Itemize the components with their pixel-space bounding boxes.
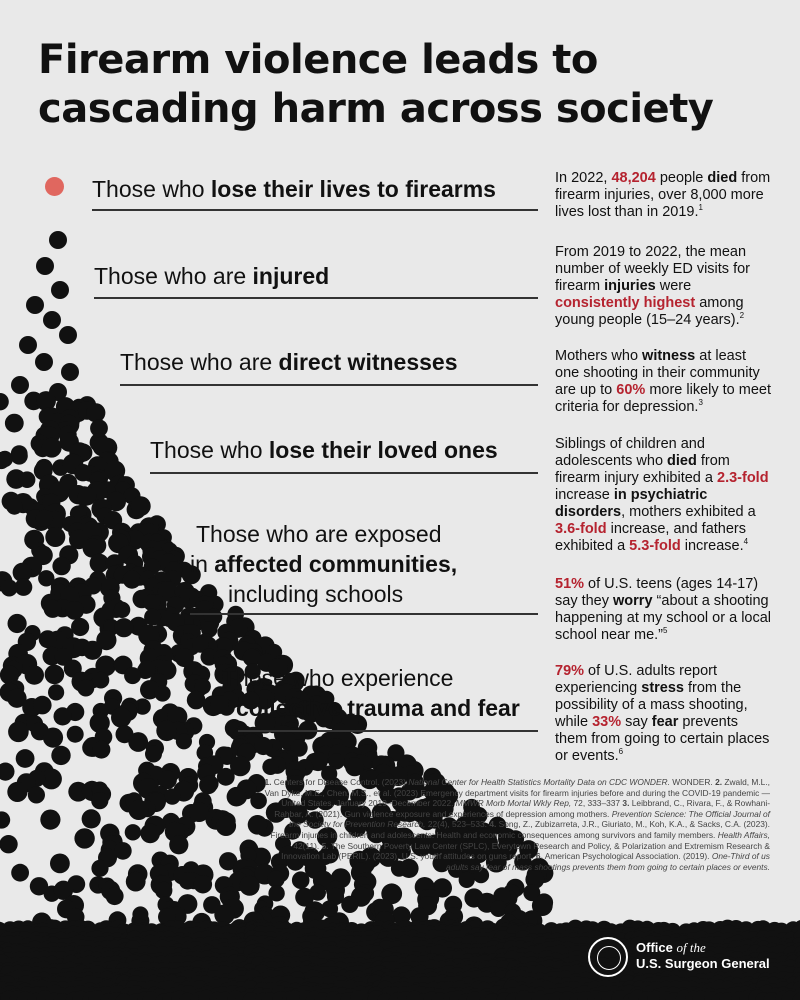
- title-line-2: cascading harm across society: [38, 86, 714, 132]
- row-label-loved-ones: Those who lose their loved ones: [150, 437, 498, 463]
- stat-loved-ones: Siblings of children and adolescents who died from firearm injury exhibited a 2.3-fold increase in psychiatric disorders, mothers exhibited a 3.6-fold increase, and fathers exhibited a 5.3-fold increase.$^4$: [555, 436, 769, 554]
- trauma-line-1: Those who experience: [222, 665, 454, 691]
- surgeon-general-logo: [588, 937, 788, 981]
- row-label-communities: [190, 519, 457, 609]
- references: 1. Centers for Disease Control. (2023) National Center for Health Statistics Mortality Data on CDC WONDER. WONDER. 2. Zwald, M.L., Van Dyke, M.E., Chen, M.S., et al. (2023) Emergency department visits for firearm injuries before and during the COVID-19 pandemic — United States, January 2019–December 2022. MMWR Morb Mortal Wkly Rep, 72, 333–337 3. Leibbrand, C., Rivara, F., & Rowhani-Rahbar, A. (2021). Gun violence exposure and experiences of depression among mothers. Prevention Science: The Official Journal of the Society for Prevention Research, 22(4), 523–533. 4. Song, Z., Zubizarreta, J.R., Giuriato, M., Koh, K.A., & Sacks, C.A. (2023). Firearm injuries in children and adolescents: Health and economic consequences among survivors and family members. Health Affairs, 42(11). 5. The Southern Poverty Law Center (SPLC), Everytown Research and Policy, & Polarization and Extremism Research & Innovation Lab (PERIL). (2023). U.S. youth attitudes on guns report. 6. American Psychological Association. (2019). One-Third of us adults say fear of mass shootings prevents them from going to certain places or events.: [264, 777, 770, 872]
- row-divider-2: [94, 297, 538, 299]
- communities-line-1: Those who are exposed: [196, 521, 442, 547]
- stat-injured: From 2019 to 2022, the mean number of weekly ED visits for firearm injuries were consistently highest among young people (15–24 years).$^2$: [555, 244, 751, 328]
- stat-communities: 51% of U.S. teens (ages 14-17) say they worry “about a shooting happening at my school or a local school near me.”$^5$: [555, 576, 772, 643]
- logo-line-1: Office of the: [636, 940, 706, 955]
- row-label-witnesses: Those who are direct witnesses: [120, 349, 458, 375]
- row-label-lives-lost: Those who lose their lives to firearms: [92, 176, 496, 202]
- stat-lives-lost: In 2022, 48,204 people died from firearm injuries, over 8,000 more lives lost than in 2019.$^1$: [555, 170, 771, 220]
- logo-line-2: U.S. Surgeon General: [636, 956, 770, 971]
- trauma-line-2: collective trauma and fear: [236, 695, 520, 721]
- row-divider-6: [238, 730, 538, 732]
- row-divider-1: [92, 209, 538, 211]
- page-title: [38, 36, 758, 134]
- lives-lost-dot-icon: [45, 177, 64, 196]
- row-divider-5: [190, 613, 538, 615]
- row-label-collective-trauma: [220, 663, 520, 723]
- communities-line-2: in affected communities,: [190, 551, 458, 577]
- row-label-injured: Those who are injured: [94, 263, 330, 289]
- logo-text: [636, 940, 770, 972]
- surgeon-general-seal-icon: [588, 937, 628, 977]
- stat-witnesses: Mothers who witness at least one shooting in their community are up to 60% more likely to meet criteria for depression.$^3$: [555, 348, 772, 415]
- communities-line-3: including schools: [228, 581, 404, 607]
- stat-collective-trauma: 79% of U.S. adults report experiencing stress from the possibility of a mass shooting, while 33% say fear prevents them from going to certain places or events.$^6$: [555, 663, 770, 764]
- row-divider-3: [120, 384, 538, 386]
- row-divider-4: [150, 472, 538, 474]
- title-line-1: Firearm violence leads to: [38, 37, 598, 83]
